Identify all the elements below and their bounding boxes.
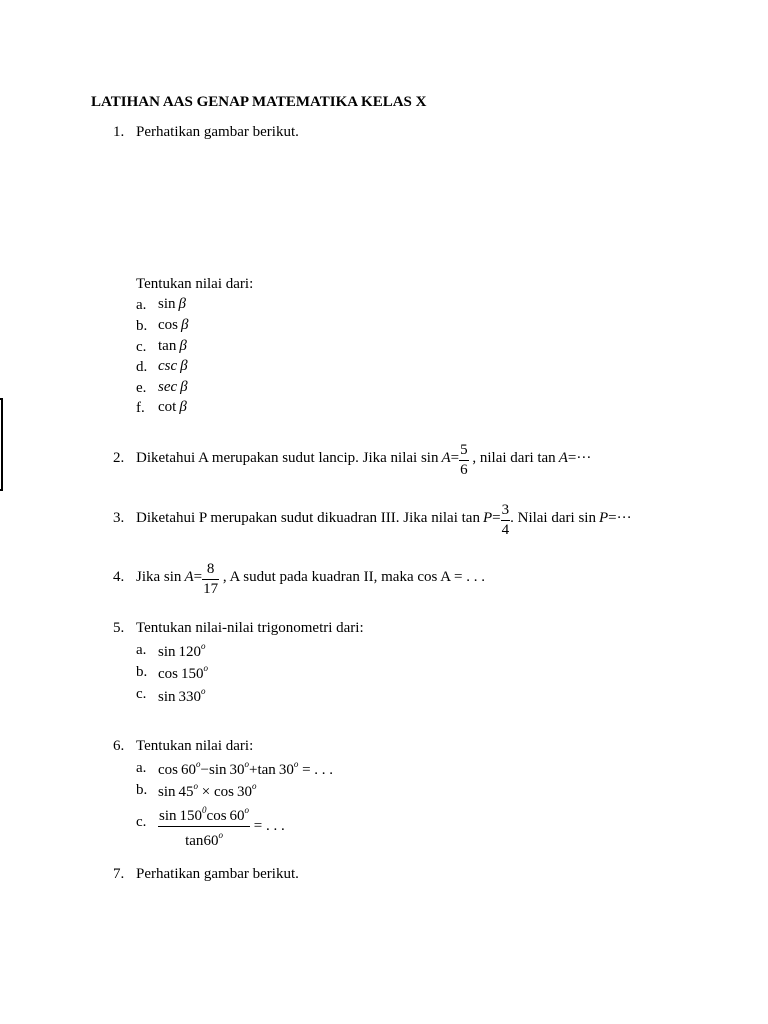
question-prompt: Tentukan nilai dari:: [136, 276, 254, 292]
math-expression: sin A= $\frac{8}{17}$: [163, 561, 219, 597]
question-text: Perhatikan gambar berikut.: [136, 124, 299, 140]
option-expression: cot β: [158, 399, 187, 415]
option-expression: $\cos 60^o-\sin$ $30^o+\tan$ $30^o$ = . . .: [158, 759, 334, 778]
option-letter: b.: [136, 318, 148, 334]
option-letter: a.: [136, 760, 147, 776]
option-letter: c.: [136, 686, 147, 702]
question-number: 2.: [113, 450, 125, 466]
question-number: 7.: [113, 866, 125, 882]
math-expression: sin A= $\frac{5}{6}$: [420, 442, 468, 478]
option-expression: sin β: [158, 296, 187, 312]
question-number: 4.: [113, 569, 125, 585]
question-text: Jika sin A= $\frac{8}{17}$ , A sudut pada kuadran II, maka cos A = . . .: [136, 561, 486, 597]
option-expression: cos β: [158, 317, 189, 333]
question-number: 6.: [113, 738, 125, 754]
question-number: 3.: [113, 510, 125, 526]
option-expression: cos 150$^o$: [158, 663, 209, 682]
option-letter: b.: [136, 782, 148, 798]
fraction: $\frac{8}{17}$: [203, 561, 219, 597]
page-title: LATIHAN AAS GENAP MATEMATIKA KELAS X: [91, 94, 427, 110]
math-expression: tan A=···: [537, 449, 592, 466]
fraction: $\frac{5}{6}$: [460, 442, 468, 478]
option-expression: csc β: [158, 358, 188, 374]
option-letter: b.: [136, 664, 148, 680]
option-expression: tan β: [158, 338, 187, 354]
math-expression: sin P=···: [578, 509, 632, 526]
question-number: 5.: [113, 620, 125, 636]
question-text: Tentukan nilai-nilai trigonometri dari:: [136, 620, 364, 636]
question-text: Tentukan nilai dari:: [136, 738, 254, 754]
option-expression: $\sin 45^o \times \cos 30^o$: [158, 781, 257, 800]
fraction: $\frac{3}{4}$: [501, 502, 510, 538]
option-expression: $\frac{\sin 150^0\cos 60^o}{\tan 60^o}$ = . . .: [158, 802, 285, 851]
math-expression: tan P= $\frac{3}{4}$: [461, 502, 510, 538]
option-letter: c.: [136, 339, 147, 355]
option-expression: sec β: [158, 379, 188, 395]
option-expression: sin 120$^o$: [158, 641, 206, 660]
option-letter: a.: [136, 642, 147, 658]
fraction: $\frac{\sin 150^0\cos 60^o}{\tan 60^o}$: [158, 802, 250, 851]
option-letter: e.: [136, 380, 147, 396]
question-text: Perhatikan gambar berikut.: [136, 866, 299, 882]
option-letter: c.: [136, 814, 147, 830]
left-margin-box: [0, 398, 3, 491]
option-letter: a.: [136, 297, 147, 313]
option-letter: f.: [136, 400, 145, 416]
option-expression: sin 330$^o$: [158, 686, 206, 705]
question-text: Diketahui P merupakan sudut dikuadran III. Jika nilai tan P= $\frac{3}{4}$ . Nilai dari sin P=···: [136, 502, 632, 538]
option-letter: d.: [136, 359, 148, 375]
question-text: Diketahui A merupakan sudut lancip. Jika nilai sin A= $\frac{5}{6}$ , nilai dari tan A=···: [136, 442, 592, 478]
question-number: 1.: [113, 124, 125, 140]
